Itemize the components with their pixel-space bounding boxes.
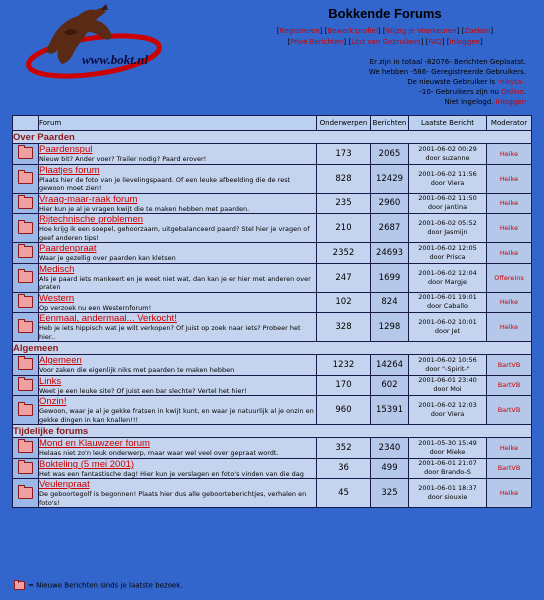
post-count: 325 [371,479,409,508]
header-icon [13,116,39,131]
table-header-row [13,116,532,131]
folder-icon [18,321,33,333]
topic-count: 328 [317,313,371,342]
forum-icon-cell [13,396,39,425]
forum-info [39,214,317,243]
forum-icon-cell [13,438,39,459]
folder-icon [18,271,33,283]
post-count: 499 [371,458,409,479]
forum-info [39,263,317,292]
forum-info [39,458,317,479]
last-post [409,458,487,479]
last-post [409,375,487,396]
topic-count: 235 [317,193,371,214]
last-post-date: 2001-06-01 23:40 [418,376,477,385]
new-posts-folder-icon [14,581,25,590]
forum-name-link[interactable]: Paardenpraat [39,243,97,254]
moderator-link[interactable]: BartVB [487,375,532,396]
topic-count: 45 [317,479,371,508]
forum-info [39,438,317,459]
last-post-author: door siouxie [427,493,468,501]
forum-info [39,144,317,165]
folder-icon [18,404,33,416]
last-post-date: 2001-06-01 21:07 [418,459,477,468]
topic-count: 170 [317,375,371,396]
last-post [409,292,487,313]
nav-links: [Registreren] [Bewerk profiel] [Wijzig je Voorkeuren] [Zoeken] [Privé Berichten] [Lijst van Gebruikers] [FAQ] [Inloggen] [276,27,494,46]
topic-count: 210 [317,214,371,243]
link-registreren[interactable]: Registreren [279,27,320,35]
moderator-link[interactable]: BartVB [487,355,532,376]
forum-info [39,243,317,264]
forum-row [13,355,532,376]
folder-icon [18,441,33,453]
moderator-link[interactable]: Heike [487,292,532,313]
forum-row [13,458,532,479]
stats-users: We hebben -586- Geregistreerde Gebruikers. [368,68,526,76]
folder-icon [18,147,33,159]
link-inloggen[interactable]: Inloggen [449,38,480,46]
forum-row [13,375,532,396]
post-count: 2340 [371,438,409,459]
last-post-author: door Brando-S [424,468,471,477]
forum-description: De geboortegolf is begonnen! Plaats hier dus alle geboorteberichtjes, verhalen en foto's! [39,490,307,507]
moderator-link[interactable]: Heike [487,193,532,214]
post-count: 1298 [371,313,409,342]
forum-name-link[interactable]: Links [39,375,62,387]
post-count: 2065 [371,144,409,165]
last-post-author: door Viera [430,178,465,187]
stats-login-status: Niet ingelogd. Inloggen [444,98,526,106]
last-post [409,263,487,292]
forum-description: Plaats hier de foto van je lievelingspaard. Of een leuke afbeelding die de rest gewoon moet zien! [39,175,291,192]
forum-row [13,263,532,292]
bokt-logo[interactable] [16,2,166,80]
header-moderator: Moderator [487,116,532,131]
last-post-date: 2001-06-02 00:29 [418,144,477,153]
folder-icon [18,222,33,234]
forum-description: Hier kun je al je vragen kwijt die te maken hebben met paarden. [39,204,250,213]
last-post-author: door suzanne [425,153,470,162]
last-post [409,438,487,459]
post-count: 602 [371,375,409,396]
post-count: 2960 [371,193,409,214]
moderator-link[interactable]: Heike [487,243,532,264]
post-count: 824 [371,292,409,313]
post-count: 1699 [371,263,409,292]
online-link[interactable]: Online [501,88,524,96]
moderator-link[interactable]: Heike [487,144,532,165]
forum-row [13,243,532,264]
forum-stats [369,57,526,107]
topic-count: 2352 [317,243,371,264]
forum-info [39,355,317,376]
link-wijzig-voorkeuren[interactable]: Wijzig je Voorkeuren [385,27,457,35]
last-post-author: door Prisca [429,252,466,261]
folder-icon [18,172,33,184]
topic-count: 960 [317,396,371,425]
topic-count: 173 [317,144,371,165]
category-title[interactable]: Tijdelijke forums [13,425,532,438]
last-post [409,396,487,425]
forum-description: Als je paard iets mankeert en je weet niet wat, dan kan je er hier met anderen over praten [39,274,311,291]
last-post-date: 2001-06-01 19:01 [418,293,477,302]
header-topics: Onderwerpen [317,116,371,131]
forum-description: Nieuw bit? Ander voer? Trailer nodig? Paard erover! [39,155,207,163]
topic-count: 102 [317,292,371,313]
forum-icon-cell [13,243,39,264]
last-post-date: 2001-06-01 18:37 [418,484,477,492]
last-post-date: 2001-06-02 10:01 [418,318,477,326]
forum-row [13,214,532,243]
post-count: 14264 [371,355,409,376]
forum-description: Waar je gezellig over paarden kan kletsen [39,254,176,262]
last-post-author: door Viera [430,410,465,418]
last-post [409,193,487,214]
post-count: 24693 [371,243,409,264]
forum-icon-cell [13,144,39,165]
legend [14,581,183,590]
last-post [409,243,487,264]
forum-description: Gewoon, waar je al je gekke fratsen in kwijt kunt, en waar je natuurlijk al je onzin en gekke dingen in kan knallen!!! [39,407,314,424]
folder-icon [18,358,33,370]
forum-description: Weet je een leuke site? Of juist een bar slechte? Vertel het hier! [39,386,247,395]
forum-name-link[interactable]: Algemeen [39,355,82,366]
moderator-link[interactable]: BartVB [487,458,532,479]
forum-description: Heb je iets hippisch wat je wilt verkopen? Of juist op zoek naar iets? Probeer het hier.. [39,324,301,341]
forum-description: Voor zaken die eigenlijk niks met paarden te maken hebben [39,366,235,374]
last-post [409,144,487,165]
forum-icon-cell [13,292,39,313]
forum-icon-cell [13,193,39,214]
header-last-post: Laatste Bericht [409,116,487,131]
forum-icon-cell [13,355,39,376]
link-lijst-gebruikers[interactable]: Lijst van Gebruikers [351,38,421,46]
topic-count: 828 [317,164,371,193]
forum-row [13,438,532,459]
forum-info [39,479,317,508]
last-post-date: 2001-06-02 05:52 [418,219,477,227]
forum-row [13,144,532,165]
topic-count: 247 [317,263,371,292]
post-count: 12429 [371,164,409,193]
last-post-date: 2001-06-02 12:04 [418,268,477,277]
forum-icon-cell [13,263,39,292]
header-forum: Forum [39,116,317,131]
link-faq[interactable]: FAQ [428,38,442,46]
forum-name-link[interactable]: Onzin! [39,396,67,407]
last-post [409,164,487,193]
folder-icon [18,379,33,391]
last-post-date: 2001-06-02 11:56 [418,169,477,178]
forum-name-link[interactable]: Bokteling (5 mei 2001) [39,458,135,470]
last-post-date: 2001-06-02 10:56 [418,355,477,364]
post-count: 15391 [371,396,409,425]
stats-newest-user: De nieuwste Gebruiker is -nikyta-. [407,78,526,86]
header [0,0,544,114]
legend-text: = Nieuwe Berichten sinds je laatste bezoek. [28,581,183,590]
last-post-author: door Caballo [426,302,469,311]
moderator-link[interactable]: Heike [487,479,532,508]
last-post-author: door Mieke [429,447,466,456]
login-link[interactable]: Inloggen [495,98,526,106]
forum-info [39,292,317,313]
category-row [13,131,532,144]
forum-icon-cell [13,214,39,243]
forum-row [13,313,532,342]
forum-info [39,193,317,214]
forum-icon-cell [13,164,39,193]
post-count: 2687 [371,214,409,243]
stats-online: -10- Gebruikers zijn nu Online. [419,88,526,96]
last-post [409,214,487,243]
last-post-author: door Margje [428,277,467,286]
moderator-link[interactable]: Offereins [487,263,532,292]
forum-icon-cell [13,458,39,479]
last-post-author: door Jet [434,327,461,335]
last-post-date: 2001-06-02 11:50 [418,194,477,203]
last-post-date: 2001-06-02 12:03 [418,401,477,409]
moderator-link[interactable]: Heike [487,313,532,342]
forum-description: Hoe krijg ik een soepel, gehoorzaam, uitgebalanceerd paard? Stel hier je vragen of geef anderen tips! [39,225,310,242]
forum-icon-cell [13,479,39,508]
moderator-link[interactable]: Heike [487,438,532,459]
logo-text: www.bokt.nl [82,52,148,67]
forum-info [39,396,317,425]
forum-name-link[interactable]: Eenmaal, andermaal... Verkocht! [39,313,177,324]
forum-name-link[interactable]: Plaatjes forum [39,164,100,176]
folder-icon [18,487,33,499]
forum-name-link[interactable]: Vraag-maar-raak forum [39,193,138,205]
forum-row [13,396,532,425]
last-post-date: 2001-06-02 12:05 [418,243,477,252]
forum-row [13,164,532,193]
last-post [409,479,487,508]
link-prive-berichten[interactable]: Privé Berichten [290,38,344,46]
forum-row [13,292,532,313]
forum-row [13,479,532,508]
last-post [409,355,487,376]
last-post-date: 2001-05-30 15:49 [418,438,477,447]
forum-icon-cell [13,313,39,342]
last-post-author: door Jasmijn [427,228,468,236]
newest-user-link[interactable]: -nikyta-. [497,78,526,86]
site-title: Bokkende Forums [328,6,442,21]
folder-icon [18,462,33,474]
category-title[interactable]: Over Paarden [13,131,532,144]
last-post-author: door jantina [427,203,468,212]
forum-icon-cell [13,375,39,396]
moderator-link[interactable]: Heike [487,164,532,193]
moderator-link[interactable]: Heike [487,214,532,243]
last-post-author: door Moi [433,385,462,394]
forum-name-link[interactable]: Rijtechnische problemen [39,214,144,225]
header-posts: Berichten [371,116,409,131]
forum-description: Het was een fantastische dag! Hier kun je verslagen en foto's vinden van die dag [39,469,304,478]
link-bewerk-profiel[interactable]: Bewerk profiel [327,27,378,35]
folder-icon [18,197,33,209]
stats-posts: Er zijn in totaal -82076- Berichten Geplaatst. [369,58,526,66]
forum-info [39,313,317,342]
forum-description: Helaas niet zo'n leuk onderwerp, maar waar wel veel over gepraat wordt. [39,449,279,457]
moderator-link[interactable]: BartVB [487,396,532,425]
forum-info [39,164,317,193]
forum-table [12,115,532,508]
forum-name-link[interactable]: Paardenspul [39,144,93,155]
category-title[interactable]: Algemeen [13,342,532,355]
forum-row [13,193,532,214]
forum-name-link[interactable]: Medisch [39,263,75,275]
last-post-author: door "-Spirit-" [425,364,470,373]
topic-count: 36 [317,458,371,479]
folder-icon [18,296,33,308]
category-row [13,342,532,355]
last-post [409,313,487,342]
forum-name-link[interactable]: Mond en Klauwzeer forum [39,438,150,449]
category-row [13,425,532,438]
topic-count: 352 [317,438,371,459]
forum-name-link[interactable]: Western [39,292,75,304]
forum-name-link[interactable]: Veulenpraat [39,479,90,490]
topic-count: 1232 [317,355,371,376]
forum-description: Op verzoek nu een Westernforum! [39,303,152,312]
folder-icon [18,246,33,258]
forum-info [39,375,317,396]
link-zoeken[interactable]: Zoeken [464,27,491,35]
